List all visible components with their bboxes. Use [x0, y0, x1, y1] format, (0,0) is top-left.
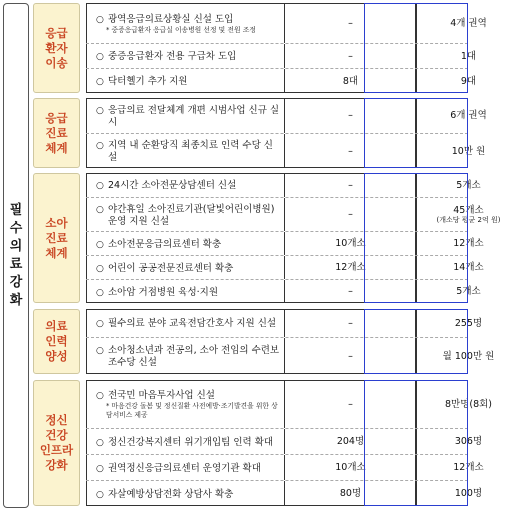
current-value: 204명	[284, 429, 416, 454]
bullet-icon: ○	[96, 204, 104, 215]
current-value: –	[284, 380, 416, 428]
item-text: 응급의료 전달체계 개편 시범사업 신규 실시	[108, 104, 280, 128]
item-cell	[86, 69, 282, 93]
current-value: 10개소	[284, 455, 416, 480]
target-text: 9대	[460, 75, 477, 87]
bullet-icon: ○	[96, 287, 104, 298]
table-row	[86, 231, 484, 255]
category-cell	[33, 173, 80, 303]
category-label: 소아 진료 체계	[45, 215, 68, 260]
target-text: 10만 원	[451, 145, 486, 157]
target-text: 8만명(8회)	[444, 398, 493, 410]
category-cell	[33, 98, 80, 168]
item-cell	[86, 380, 282, 428]
target-value	[416, 455, 520, 480]
current-value: 10개소	[284, 232, 416, 255]
target-text: 45개소	[453, 204, 484, 216]
table-row	[86, 43, 477, 68]
item-cell	[86, 232, 282, 255]
target-text: 월 100만 원	[442, 350, 495, 362]
category-label: 응급 환자 이송	[45, 25, 68, 70]
category-cell	[33, 309, 80, 374]
target-value	[416, 98, 520, 133]
item-cell	[86, 429, 282, 454]
item-text: 야간휴일 소아진료기관(달빛어린이병원) 운영 지원 신설	[108, 203, 275, 227]
category-cell	[33, 3, 80, 93]
group-pediatric-care	[33, 173, 501, 303]
current-value: –	[284, 338, 416, 374]
bullet-icon: ○	[96, 141, 104, 151]
target-value	[416, 309, 520, 337]
item-cell	[86, 44, 282, 68]
group-mental-health	[33, 380, 493, 506]
target-value	[416, 429, 520, 454]
side-category-label: 필수의료 강화	[9, 202, 23, 308]
bullet-icon: ○	[96, 463, 104, 474]
bullet-icon: ○	[96, 319, 104, 329]
target-value	[416, 3, 520, 43]
category-label: 응급 진료 체계	[45, 110, 68, 155]
table-row	[86, 68, 477, 93]
bullet-icon: ○	[96, 346, 104, 356]
item-note: * 중증응급환자 응급실 이송병원 선정 및 전원 조정	[106, 25, 256, 34]
current-value: –	[284, 280, 416, 303]
target-value	[416, 69, 520, 93]
item-cell	[86, 338, 282, 374]
item-text: 지역 내 순환당직 최종치료 인력 수당 신설	[108, 140, 273, 163]
item-cell	[86, 280, 282, 303]
current-value: –	[284, 173, 416, 197]
table-row	[86, 3, 487, 43]
target-text: 5개소	[456, 286, 481, 297]
target-value	[416, 232, 520, 255]
target-text: 306명	[454, 436, 483, 447]
group-medical-workforce	[33, 309, 495, 374]
item-note: * 마음건강 돌봄 및 정신질환 사전예방·조기발견을 위한 상담서비스 제공	[106, 402, 278, 419]
target-text: 6개 권역	[450, 110, 487, 121]
current-value: –	[284, 134, 416, 168]
target-value	[416, 481, 520, 506]
current-value: –	[284, 44, 416, 68]
target-text: 100명	[454, 488, 483, 499]
current-value: –	[284, 3, 416, 43]
table-row	[86, 480, 483, 506]
table-row	[86, 98, 487, 133]
item-text: 24시간 소아전문상담센터 신설	[108, 180, 237, 191]
table-row	[86, 197, 501, 231]
target-text: 12개소	[453, 462, 484, 473]
table-row	[86, 255, 484, 279]
item-cell	[86, 256, 282, 279]
table-row	[86, 380, 493, 428]
item-cell	[86, 98, 282, 133]
category-label: 의료 인력 양성	[45, 319, 68, 363]
category-cell	[33, 380, 80, 506]
bullet-icon: ○	[96, 239, 104, 250]
item-cell	[86, 309, 282, 337]
item-text: 전국민 마음투자사업 신설	[108, 390, 215, 401]
target-text: 255명	[454, 317, 483, 329]
item-text: 자살예방상담전화 상담사 확충	[108, 488, 234, 500]
table-row	[86, 173, 481, 197]
table-row	[86, 309, 483, 337]
target-value	[416, 44, 520, 68]
item-cell	[86, 173, 282, 197]
group-emergency-transport	[33, 3, 487, 93]
item-cell	[86, 134, 282, 168]
target-text: 1대	[460, 50, 477, 62]
item-text: 중증응급환자 전용 구급차 도입	[108, 51, 237, 62]
target-note: (개소당 평균 2억 원)	[436, 215, 501, 224]
current-value: –	[284, 309, 416, 337]
target-value	[416, 380, 520, 428]
target-value	[416, 280, 520, 303]
target-text: 14개소	[453, 262, 484, 273]
item-text: 닥터헬기 추가 지원	[108, 76, 188, 87]
current-value: 12개소	[284, 256, 416, 279]
current-value: 8대	[284, 69, 416, 93]
bullet-icon: ○	[96, 52, 104, 62]
item-text: 소아청소년과 전공의, 소아 전임의 수련보조수당 신설	[108, 345, 280, 368]
table-row	[86, 133, 486, 168]
category-label: 정신 건강 인프라 강화	[39, 413, 74, 472]
target-text: 4개 권역	[450, 17, 487, 29]
target-value	[416, 256, 520, 279]
current-value: –	[284, 98, 416, 133]
target-value	[416, 198, 520, 231]
item-text: 권역정신응급의료센터 운영기관 확대	[108, 462, 261, 474]
group-emergency-care	[33, 98, 487, 168]
item-cell	[86, 3, 282, 43]
bullet-icon: ○	[96, 263, 104, 274]
table-row	[86, 337, 495, 374]
table-row	[86, 279, 481, 303]
bullet-icon: ○	[96, 14, 104, 25]
bullet-icon: ○	[96, 77, 104, 87]
bullet-icon: ○	[96, 105, 104, 116]
table-row	[86, 454, 484, 480]
table-row	[86, 428, 483, 454]
item-cell	[86, 481, 282, 506]
bullet-icon: ○	[96, 489, 104, 500]
bullet-icon: ○	[96, 391, 104, 401]
item-cell	[86, 198, 282, 231]
item-text: 정신건강복지센터 위기개입팀 인력 확대	[108, 436, 274, 448]
side-category-bar	[3, 3, 29, 508]
item-text: 소아전문응급의료센터 확충	[108, 238, 222, 250]
item-text: 광역응급의료상황실 신설 도입	[108, 13, 234, 25]
current-value: 80명	[284, 481, 416, 506]
bullet-icon: ○	[96, 181, 104, 191]
item-cell	[86, 455, 282, 480]
target-text: 5개소	[456, 179, 481, 191]
target-value	[416, 338, 520, 374]
item-text: 소아암 거점병원 육성·지원	[108, 286, 219, 298]
bullet-icon: ○	[96, 437, 104, 448]
target-text: 12개소	[453, 238, 484, 249]
target-value	[416, 173, 520, 197]
item-text: 어린이 공공전문진료센터 확충	[108, 262, 234, 274]
target-value	[416, 134, 520, 168]
current-value: –	[284, 198, 416, 231]
item-text: 필수의료 분야 교육전담간호사 지원 신설	[108, 318, 277, 329]
